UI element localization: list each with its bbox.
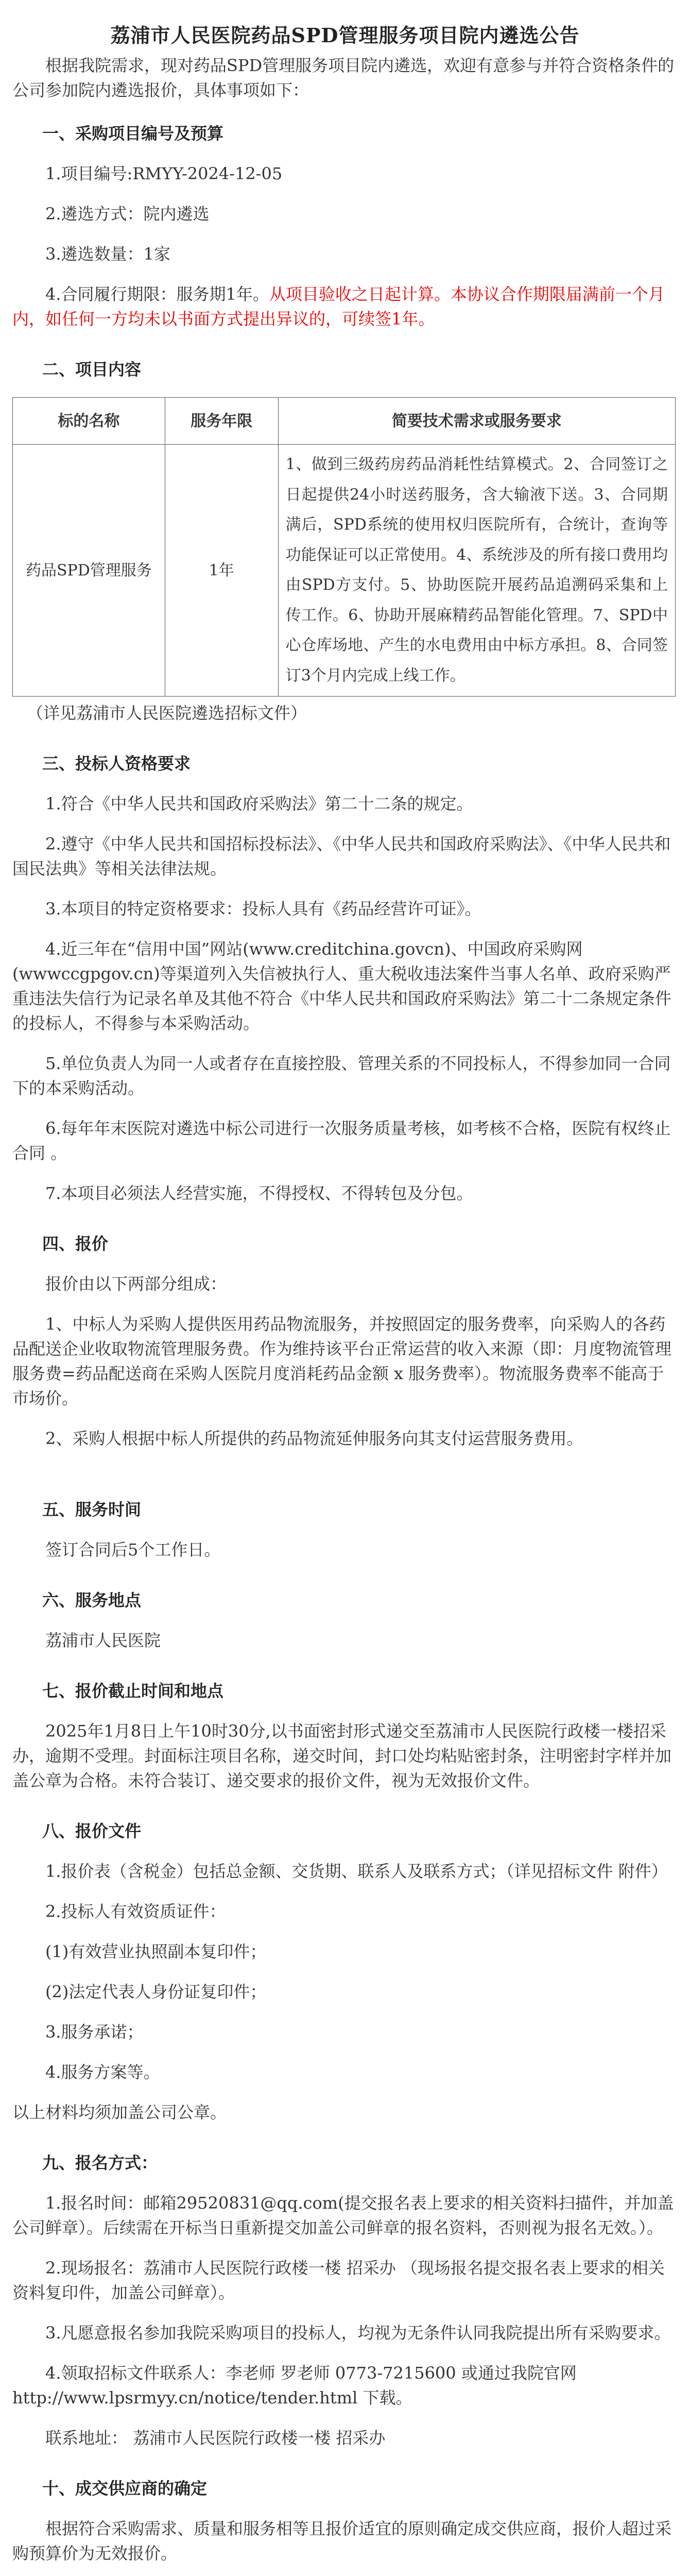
- s8-line-7: 以上材料均须加盖公司公章。: [12, 2103, 227, 2122]
- s3-item-7: 7.本项目必须法人经营实施，不得授权、不得转包及分包。: [45, 1183, 473, 1203]
- s8-line-1: 1.报价表（含税金）包括总金额、交货期、联系人及联系方式；（详见招标文件 附件）: [45, 1861, 668, 1881]
- s8-line-3: (1)有效营业执照副本复印件；: [45, 1942, 267, 1961]
- section-2-heading: 二、项目内容: [42, 360, 142, 379]
- s1-item-4: [12, 282, 678, 331]
- s9-line-4: 4.领取招标文件联系人：李老师 罗老师 0773-7215600 或通过我院官网 http://www.lpsrmyy.cn/notice/tender.html 下载。: [12, 2363, 577, 2408]
- supplier-determination: 根据符合采购需求、质量和服务相等且报价适宜的原则确定成交供应商，报价人超过采购预算价为无效报价。: [12, 2519, 672, 2563]
- s8-line-2: 2.投标人有效资质证件：: [45, 1902, 226, 1921]
- table-header-row: [13, 398, 676, 445]
- section-10-heading: 十、成交供应商的确定: [42, 2479, 208, 2498]
- cell-requirements: 1、做到三级药房药品消耗性结算模式。2、合同签订之日起提供24小时送药服务，含大输液下送。3、合同期满后，SPD系统的使用权归医院所有，合统计，查询等功能保证可以正常使用。4、系统涉及的所有接口费用均由SPD方支付。5、协助医院开展药品追溯码采集和上传工作。6、协助开展麻精药品智能化管理。7、SPD中心仓库场地、产生的水电费用由中标方承担。8、合同签订3个月内完成上线工作。: [278, 445, 675, 697]
- s8-line-6: 4.服务方案等。: [45, 2062, 160, 2082]
- table-note: （详见荔浦市人民医院遴选招标文件）: [27, 703, 307, 723]
- section-1-heading: 一、采购项目编号及预算: [42, 124, 224, 143]
- s9-line-3: 3.凡愿意报名参加我院采购项目的投标人，均视为无条件认同我院提出所有采购要求。: [45, 2323, 671, 2343]
- s3-item-4: 4.近三年在“信用中国”网站(www.creditchina.govcn)、中国政府采购网(wwwccgpgov.cn)等渠道列入失信被执行人、重大税收违法案件当事人名单、政府采购严重违法失信行为记录名单及其他不符合《中华人民共和国政府采购法》第二十二条规定条件的投标人，不得参与本采购活动。: [12, 939, 672, 1033]
- section-5-heading: 五、服务时间: [42, 1500, 142, 1519]
- page-title: 荔浦市人民医院药品SPD管理服务项目院内遴选公告: [110, 24, 580, 47]
- section-7-heading: 七、报价截止时间和地点: [42, 1681, 224, 1701]
- section-6-heading: 六、服务地点: [42, 1590, 142, 1610]
- project-content-table: [12, 397, 676, 697]
- service-time: 签订合同后5个工作日。: [45, 1540, 221, 1560]
- s4-line-3: 2、采购人根据中标人所提供的药品物流延伸服务向其支付运营服务费用。: [45, 1429, 583, 1448]
- s3-item-2: 2.遵守《中华人民共和国招标投标法》、《中华人民共和国政府采购法》、《中华人民共和国民法典》等相关法律法规。: [12, 834, 671, 878]
- s3-item-1: 1.符合《中华人民共和国政府采购法》第二十二条的规定。: [45, 794, 473, 814]
- contract-term: 4.合同履行期限：服务期1年。: [45, 284, 269, 304]
- table-row: [13, 445, 676, 697]
- service-location: 荔浦市人民医院: [45, 1631, 161, 1650]
- s4-line-1: 报价由以下两部分组成：: [45, 1274, 227, 1294]
- s4-line-2: 1、中标人为采购人提供医用药品物流服务，并按照固定的服务费率，向采购人的各药品配送企业收取物流管理服务费。作为维持该平台正常运营的收入来源（即：月度物流管理服务费=药品配送商在采购人医院月度消耗药品金额 x 服务费率）。物流服务费率不能高于市场价。: [12, 1314, 672, 1408]
- s8-line-4: (2)法定代表人身份证复印件；: [45, 1982, 267, 2002]
- header-service-years: 服务年限: [165, 398, 278, 445]
- s1-item-2: 2.遴选方式：院内遴选: [45, 204, 210, 224]
- deadline-details: 2025年1月8日上午10时30分,以书面密封形式递交至荔浦市人民医院行政楼一楼招采办，逾期不受理。封面标注项目名称，递交时间，封口处均粘贴密封条，注明密封字样并加盖公章为合格。未符合装订、递交要求的报价文件，视为无效报价文件。: [12, 1721, 672, 1790]
- cell-service-years: 1年: [165, 445, 278, 697]
- renewal-clause: 从项目验收之日起计算。本协议合作期限届满前一个月内，如任何一方均未以书面方式提出异议的，可续签1年。: [12, 284, 665, 329]
- s9-line-5: 联系地址： 荔浦市人民医院行政楼一楼 招采办: [45, 2428, 386, 2448]
- s3-item-3: 3.本项目的特定资格要求：投标人具有《药品经营许可证》。: [45, 899, 481, 919]
- s9-line-1: 1.报名时间：邮箱29520831@qq.com(提交报名表上要求的相关资料扫描件，并加盖公司鲜章）。后续需在开标当日重新提交加盖公司鲜章的报名资料，否则视为报名无效。）。: [12, 2193, 674, 2238]
- s8-line-5: 3.服务承诺；: [45, 2022, 144, 2042]
- section-8-heading: 八、报价文件: [42, 1821, 142, 1841]
- section-9-heading: 九、报名方式：: [42, 2153, 158, 2173]
- section-3-heading: 三、投标人资格要求: [42, 754, 191, 773]
- s1-item-1: 1.项目编号:RMYY-2024-12-05: [45, 164, 283, 183]
- s9-line-2: 2.现场报名：荔浦市人民医院行政楼一楼 招采办 （现场报名提交报名表上要求的相关资料复印件，加盖公司鲜章）。: [12, 2258, 665, 2302]
- header-requirements: 简要技术需求或服务要求: [278, 398, 675, 445]
- section-4-heading: 四、报价: [42, 1234, 109, 1253]
- cell-item-name: 药品SPD管理服务: [13, 445, 165, 697]
- header-item-name: 标的名称: [13, 398, 165, 445]
- intro-paragraph: 根据我院需求，现对药品SPD管理服务项目院内遴选，欢迎有意参与并符合资格条件的公司参加院内遴选报价，具体事项如下：: [12, 56, 675, 100]
- s3-item-6: 6.每年年末医院对遴选中标公司进行一次服务质量考核，如考核不合格，医院有权终止合同 。: [12, 1118, 671, 1163]
- s1-item-3: 3.遴选数量：1家: [45, 244, 170, 264]
- s3-item-5: 5.单位负责人为同一人或者存在直接控股、管理关系的不同投标人，不得参加同一合同下的本采购活动。: [12, 1054, 671, 1098]
